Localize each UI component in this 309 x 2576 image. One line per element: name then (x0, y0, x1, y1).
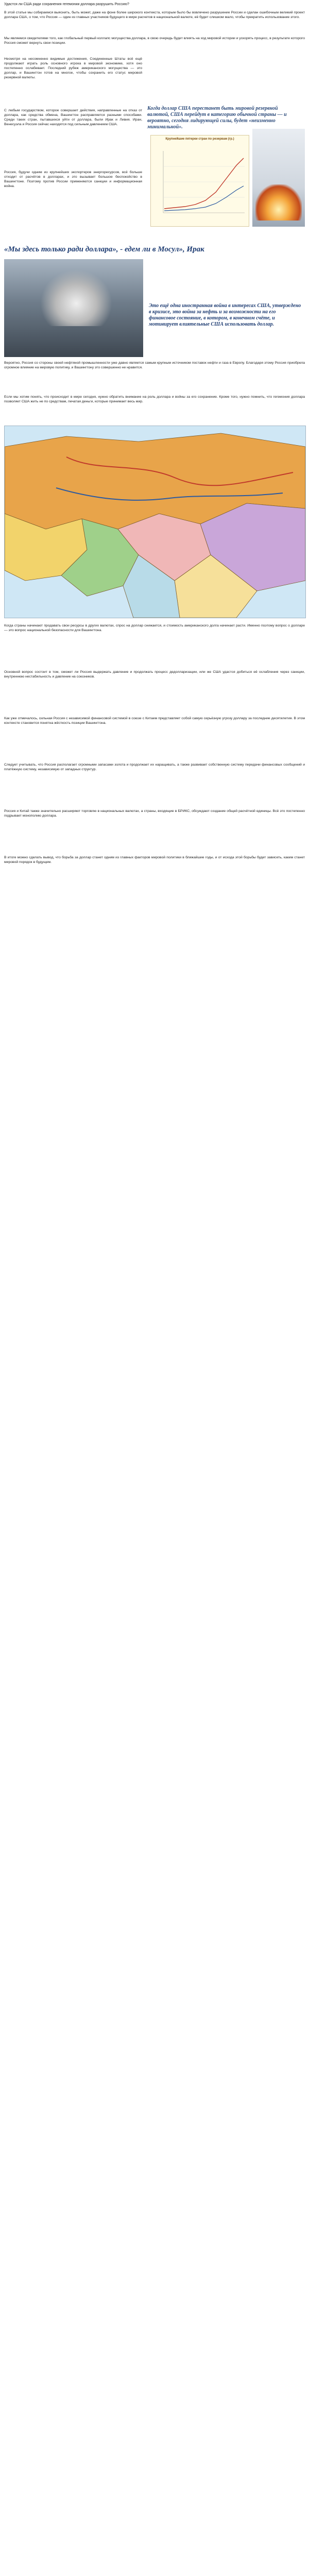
eurasia-map (4, 426, 306, 618)
chart-caption: Крупнейшие пятерки стран по резервам (гр.) (165, 138, 234, 141)
paragraph-9: Основной вопрос состоит в том, сможет ли Россия выдержать давление и продолжать процесс дедолларизации, или же США удастся добиться её ослабления через санкции, внутреннюю нестабильность и давление на союзников. (4, 670, 305, 679)
mosul-photo (4, 259, 143, 357)
flame-graphic (255, 184, 302, 221)
oil-flare-photo (252, 129, 305, 227)
reserves-chart-svg (151, 135, 249, 226)
paragraph-2: Мы являемся свидетелями того, как глобальный первый коллапс могущества доллара, в свою очередь будет влиять на ход мировой истории и ускорять процесс, в результате которого Россия сможет вернуть свои позиции. (4, 37, 305, 45)
paragraph-1: В этой статье мы собираемся выяснить, быть может, даже на фоне более широкого контекста, которым было бы вовлечено разрушение России и сделан ошибочным великий проект доллара США, о том, что Россия — один из главных участников будущего в мире расчетов в национальной валюте, её будет слишком мало, чтобы прекратить использование этого. (4, 11, 305, 19)
smoke-graphic (40, 269, 112, 326)
paragraph-6: Вероятно, Россия со стороны своей нефтяной промышленности уже давно является самым крупным источником поставок нефти и газа в Европу. Благодаря этому Россия приобрела огромное влияние на мировую политику, и Вашингтону это совершенно не нравится. (4, 361, 305, 369)
paragraph-7: Если мы хотим понять, что происходит в мире сегодня, нужно обратить внимание на роль доллара и войны за его сохранение. Кроме того, нужно помнить, что гегемония доллара позволяет США жить не по средствам, печатая деньги, которые принимает весь мир. (4, 395, 305, 403)
paragraph-8: Когда страны начинают продавать свои ресурсы в других валютах, спрос на доллар снижается, и стоимость американского долга начинает расти. Именно поэтому вопрос о долларе — это вопрос национальной безопасности для Вашингтона. (4, 624, 305, 632)
paragraph-12: Россия и Китай также значительно расширяют торговлю в национальных валютах, а страны, входящие в БРИКС, обсуждают создание общей расчётной единицы. Всё это постепенно подрывает монополию доллара. (4, 809, 305, 818)
eurasia-map-svg (5, 426, 305, 618)
reserves-chart (150, 135, 249, 227)
paragraph-13: В итоге можно сделать вывод, что борьба за доллар станет одним из главных факторов мировой политики в ближайшие годы, и от исхода этой борьбы будет зависеть, каким станет мировой порядок в будущем. (4, 856, 305, 864)
paragraph-3: Несмотря на несомненно видимые достижения, Соединенные Штаты всё ещё продолжают играть роль основного игрока в мировой экономике, хотя оно постепенно ослабевает. Последний рубеж американского могущества — это доллар, и Вашингтон готов на многое, чтобы сохранить его статус мировой резервной валюты. (4, 57, 142, 79)
paragraph-4: С любым государством, которое совершает действия, направленные на отказ от доллара, как средства обмена, Вашингтон расправляется разными способами. Среди таких стран, пытавшихся уйти от доллара, были Ирак и Ливия. Иран, Венесуэла и Россия сейчас находятся под сильным давлением США. (4, 109, 142, 126)
section-heading: «Мы здесь только ради доллара», - едем ли в Мосул», Ирак (4, 245, 204, 253)
heading-block (4, 245, 305, 258)
article-title: Удастся ли США ради сохранения гегемонии доллара разрушить Россию? (4, 3, 129, 6)
pullquote-2: Это ещё одна иностранная война в интересах США, утверждено в кризисе, это война за нефть и за возможности на его финансовое состояние, в котором, в конечном счёте, и мотивирует влиятельные США использовать доллар. (149, 303, 301, 327)
paragraph-5: Россия, будучи одним из крупнейших экспортеров энергоресурсов, всё больше отходит от расчётов в долларах, и это вызывает большое беспокойство в Вашингтоне. Поэтому против России применяются санкции и информационная война. (4, 171, 142, 188)
pullquote-1: Когда доллар США перестанет быть мировой резервной валютой, США перейдут в категорию обычной страны — и вероятно, сегодня лидирующей силы, будет «неизменно минимальной». (147, 106, 287, 130)
paragraph-11: Следует учитывать, что Россия располагает огромными запасами золота и продолжает их наращивать, а также развивает собственную систему передачи финансовых сообщений и платёжную систему, независимую от западных структур. (4, 763, 305, 771)
paragraph-10: Как уже отмечалось, сильная Россия с независимой финансовой системой в союзе с Китаем представляет собой самую серьёзную угрозу доллару за последние десятилетия. В этом контексте становится понятна жёсткость позиции Вашингтона. (4, 717, 305, 725)
